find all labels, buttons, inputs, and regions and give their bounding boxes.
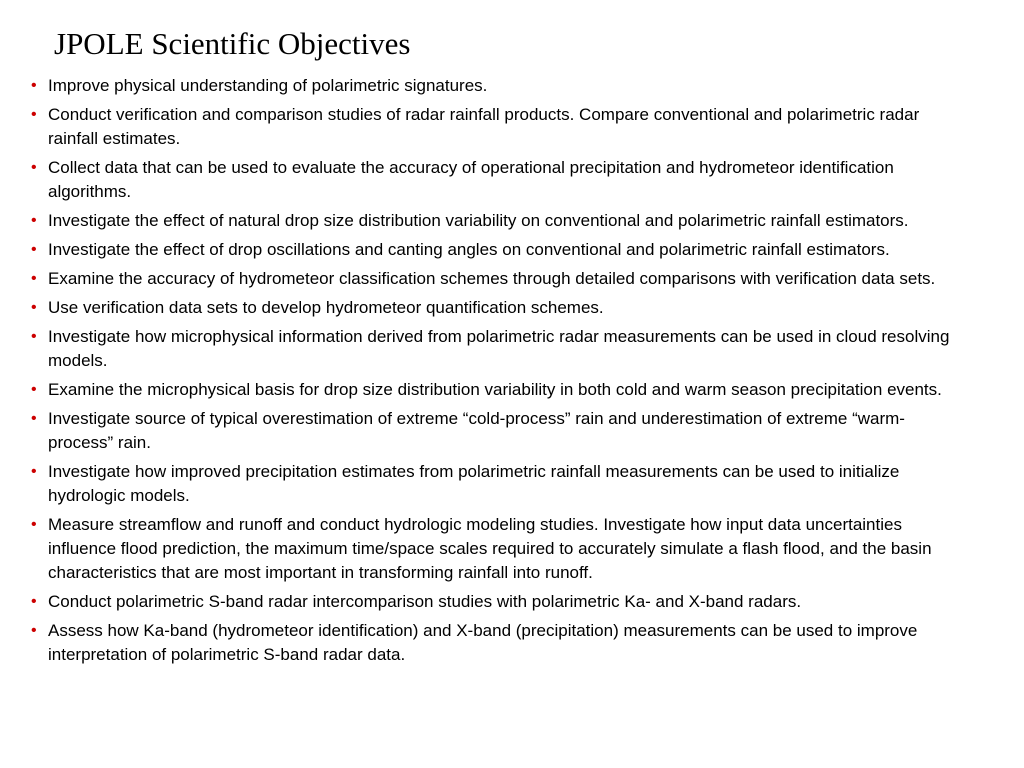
bullet-text: Assess how Ka-band (hydrometeor identification) and X-band (precipitation) measurements can be used to improve interpretation of polarimetric S-band radar data. xyxy=(48,621,918,664)
bullet-text: Examine the accuracy of hydrometeor classification schemes through detailed comparisons with verification data sets. xyxy=(48,269,936,288)
list-item xyxy=(30,460,950,508)
bullet-text: Conduct polarimetric S-band radar intercomparison studies with polarimetric Ka- and X-band radars. xyxy=(48,592,802,611)
bullet-text: Investigate the effect of natural drop size distribution variability on conventional and polarimetric rainfall estimators. xyxy=(48,211,909,230)
bullet-text: Improve physical understanding of polarimetric signatures. xyxy=(48,76,488,95)
bullet-icon: • xyxy=(31,622,37,639)
bullet-icon: • xyxy=(31,159,37,176)
bullet-text: Use verification data sets to develop hydrometeor quantification schemes. xyxy=(48,298,604,317)
list-item xyxy=(30,513,950,585)
bullet-text: Investigate how microphysical information derived from polarimetric radar measurements can be used in cloud resolving models. xyxy=(48,327,950,370)
list-item xyxy=(30,590,950,614)
list-item xyxy=(30,325,950,373)
list-item xyxy=(30,74,950,98)
bullet-text: Investigate source of typical overestimation of extreme “cold-process” rain and underestimation of extreme “warm-process” rain. xyxy=(48,409,905,452)
bullet-icon: • xyxy=(31,410,37,427)
list-item xyxy=(30,267,950,291)
list-item xyxy=(30,619,950,667)
list-item xyxy=(30,103,950,151)
bullet-icon: • xyxy=(31,241,37,258)
objectives-list xyxy=(30,74,950,672)
bullet-text: Measure streamflow and runoff and conduct hydrologic modeling studies. Investigate how input data uncertainties influence flood prediction, the maximum time/space scales required to accurately simulate a flash flood, and the basin characteristics that are most important in transforming rainfall into runoff. xyxy=(48,515,932,582)
bullet-text: Investigate how improved precipitation estimates from polarimetric rainfall measurements can be used to initialize hydrologic models. xyxy=(48,462,900,505)
bullet-text: Collect data that can be used to evaluate the accuracy of operational precipitation and hydrometeor identification algorithms. xyxy=(48,158,894,201)
bullet-icon: • xyxy=(31,381,37,398)
bullet-icon: • xyxy=(31,270,37,287)
bullet-text: Investigate the effect of drop oscillations and canting angles on conventional and polarimetric rainfall estimators. xyxy=(48,240,890,259)
bullet-icon: • xyxy=(31,77,37,94)
list-item xyxy=(30,407,950,455)
bullet-icon: • xyxy=(31,299,37,316)
list-item xyxy=(30,296,950,320)
bullet-icon: • xyxy=(31,516,37,533)
list-item xyxy=(30,378,950,402)
list-item xyxy=(30,209,950,233)
bullet-icon: • xyxy=(31,593,37,610)
slide-title: JPOLE Scientific Objectives xyxy=(54,26,411,61)
bullet-text: Conduct verification and comparison studies of radar rainfall products. Compare conventional and polarimetric radar rainfall estimates. xyxy=(48,105,920,148)
bullet-icon: • xyxy=(31,463,37,480)
list-item xyxy=(30,238,950,262)
bullet-icon: • xyxy=(31,106,37,123)
bullet-icon: • xyxy=(31,328,37,345)
bullet-text: Examine the microphysical basis for drop size distribution variability in both cold and warm season precipitation events. xyxy=(48,380,942,399)
list-item xyxy=(30,156,950,204)
bullet-icon: • xyxy=(31,212,37,229)
